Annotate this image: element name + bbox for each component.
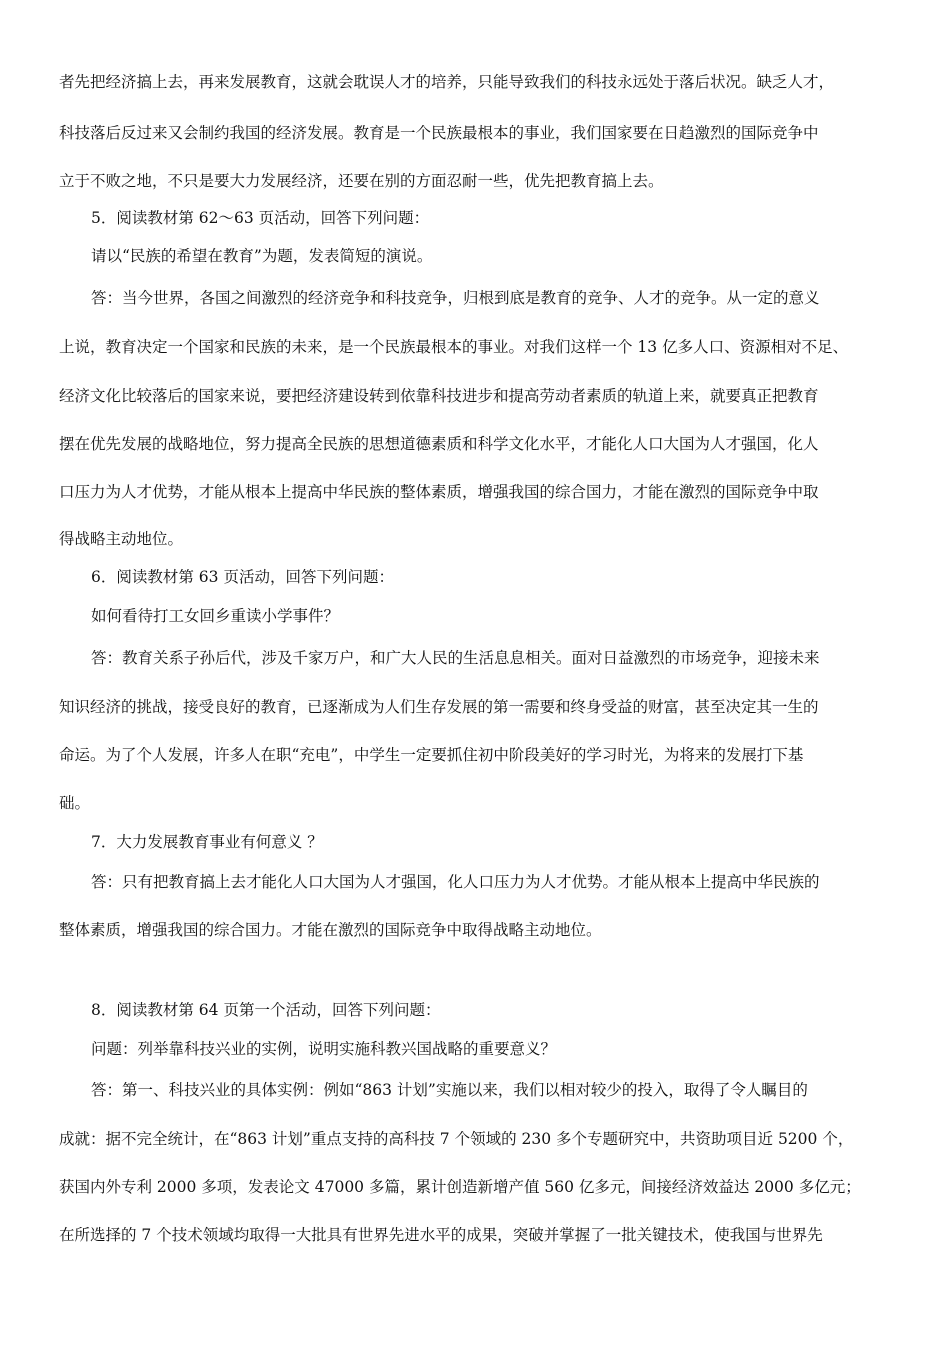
answer-line: 答：当今世界，各国之间激烈的经济竞争和科技竞争，归根到底是教育的竞争、人才的竞争。从一定的意义 (91, 289, 820, 307)
question-prompt: 请以“民族的希望在教育”为题，发表简短的演说。 (91, 247, 433, 265)
question-prompt: 问题：列举靠科技兴业的实例，说明实施科教兴国战略的重要意义？ (91, 1040, 557, 1058)
paragraph-line: 者先把经济搞上去，再来发展教育，这就会耽误人才的培养，只能导致我们的科技永远处于落后状况。缺乏人才， (59, 73, 835, 91)
answer-line: 成就：据不完全统计，在“863 计划”重点支持的高科技 7 个领域的 230 多个专题研究中，共资助项目近 5200 个， (59, 1130, 854, 1148)
question-heading-7: 7．大力发展教育事业有何意义 ？ (91, 833, 323, 851)
question-heading-6: 6．阅读教材第 63 页活动，回答下列问题： (91, 568, 394, 586)
question-heading-5: 5．阅读教材第 62～63 页活动，回答下列问题： (91, 209, 430, 227)
answer-line: 摆在优先发展的战略地位，努力提高全民族的思想道德素质和科学文化水平，才能化人口大国为人才强国，化人 (59, 435, 819, 453)
answer-line: 答：只有把教育搞上去才能化人口大国为人才强国，化人口压力为人才优势。才能从根本上提高中华民族的 (91, 873, 820, 891)
answer-line: 经济文化比较落后的国家来说，要把经济建设转到依靠科技进步和提高劳动者素质的轨道上来，就要真正把教育 (59, 387, 819, 405)
answer-line: 础。 (59, 794, 91, 812)
answer-line: 答：第一、科技兴业的具体实例：例如“863 计划”实施以来，我们以相对较少的投入，取得了令人瞩目的 (91, 1081, 808, 1099)
answer-line: 命运。为了个人发展，许多人在职“充电”，中学生一定要抓住初中阶段美好的学习时光，为将来的发展打下基 (59, 746, 804, 764)
answer-line: 得战略主动地位。 (59, 530, 184, 548)
answer-line: 整体素质，增强我国的综合国力。才能在激烈的国际竞争中取得战略主动地位。 (59, 921, 602, 939)
answer-line: 在所选择的 7 个技术领域均取得一大批具有世界先进水平的成果，突破并掌握了一批关键技术，使我国与世界先 (59, 1226, 823, 1244)
answer-line: 口压力为人才优势，才能从根本上提高中华民族的整体素质，增强我国的综合国力，才能在激烈的国际竞争中取 (59, 483, 819, 501)
paragraph-line: 科技落后反过来又会制约我国的经济发展。教育是一个民族最根本的事业，我们国家要在日趋激烈的国际竞争中 (59, 124, 819, 142)
answer-line: 答：教育关系子孙后代，涉及千家万户，和广大人民的生活息息相关。面对日益激烈的市场竞争，迎接未来 (91, 649, 820, 667)
answer-line: 获国内外专利 2000 多项，发表论文 47000 多篇，累计创造新增产值 560 亿多元，间接经济效益达 2000 多亿元； (59, 1178, 861, 1196)
paragraph-line: 立于不败之地，不只是要大力发展经济，还要在别的方面忍耐一些，优先把教育搞上去。 (59, 172, 664, 190)
answer-line: 知识经济的挑战，接受良好的教育，已逐渐成为人们生存发展的第一需要和终身受益的财富，甚至决定其一生的 (59, 698, 819, 716)
answer-line: 上说，教育决定一个国家和民族的未来，是一个民族最根本的事业。对我们这样一个 13 亿多人口、资源相对不足、 (59, 338, 849, 356)
question-prompt: 如何看待打工女回乡重读小学事件？ (91, 607, 340, 625)
question-heading-8: 8．阅读教材第 64 页第一个活动，回答下列问题： (91, 1001, 441, 1019)
